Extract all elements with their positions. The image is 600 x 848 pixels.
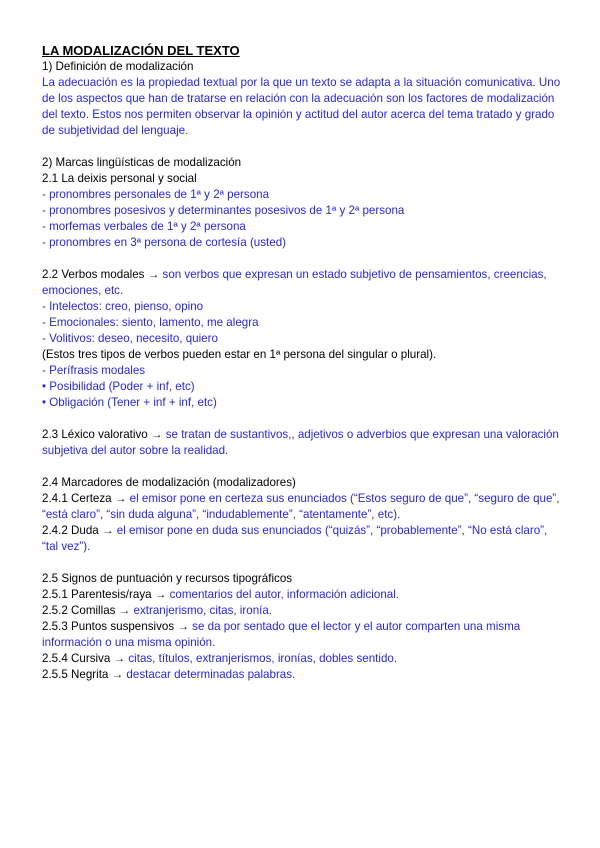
spacer	[42, 459, 562, 475]
perifrasis-item: • Obligación (Tener + inf + inf, etc)	[42, 396, 217, 409]
spacer	[42, 251, 562, 267]
lexico-label: 2.3 Léxico valorativo →	[42, 428, 163, 441]
signos-label: 2.5.3 Puntos suspensivos →	[42, 620, 189, 633]
duda-label: 2.4.2 Duda →	[42, 524, 114, 537]
signos-text: se da por sentado que el lector y el autor comparten una misma información o una misma opinión.	[42, 620, 521, 649]
lexico-paragraph	[42, 427, 562, 459]
deixis-item: - pronombres posesivos y determinantes posesivos de 1ª y 2ª persona	[42, 204, 405, 217]
section-1-heading: 1) Definición de modalización	[42, 60, 194, 73]
perifrasis-item: • Posibilidad (Poder + inf, etc)	[42, 380, 195, 393]
signos-text: destacar determinadas palabras.	[123, 668, 296, 681]
signos-item	[42, 587, 562, 603]
verbos-item: - Volitivos: deseo, necesito, quiero	[42, 332, 218, 345]
duda-paragraph	[42, 523, 562, 555]
signos-text: comentarios del autor, información adicional.	[166, 588, 400, 601]
deixis-item: - pronombres en 3ª persona de cortesía (usted)	[42, 236, 287, 249]
deixis-heading: 2.1 La deixis personal y social	[42, 172, 197, 185]
certeza-label: 2.4.1 Certeza →	[42, 492, 127, 505]
verbos-modales-label: 2.2 Verbos modales →	[42, 268, 160, 281]
marcadores-heading: 2.4 Marcadores de modalización (modalizadores)	[42, 476, 296, 489]
signos-text: citas, títulos, extranjerismos, ironías, dobles sentido.	[125, 652, 398, 665]
verbos-modales-text: son verbos que expresan un estado subjetivo de pensamientos, creencias, emociones, etc.	[42, 268, 547, 297]
verbos-item: - Emocionales: siento, lamento, me alegra	[42, 316, 259, 329]
certeza-text: el emisor pone en certeza sus enunciados (“Estos seguro de que”, “seguro de que”, “está claro”, “sin duda alguna”, “indudablemente”, “atentamente”, etc).	[42, 492, 560, 521]
duda-text: el emisor pone en duda sus enunciados (“quizás”, “probablemente”, “No está claro”, “tal vez”).	[42, 524, 548, 553]
verbos-item: - Intelectos: creo, pienso, opino	[42, 300, 204, 313]
spacer	[42, 139, 562, 155]
signos-label: 2.5.1 Parentesis/raya →	[42, 588, 167, 601]
signos-label: 2.5.4 Cursiva →	[42, 652, 126, 665]
deixis-item: - pronombres personales de 1ª y 2ª persona	[42, 188, 270, 201]
signos-label: 2.5.5 Negrita →	[42, 668, 124, 681]
signos-item	[42, 651, 562, 667]
verbos-modales-paragraph	[42, 267, 562, 299]
signos-item	[42, 603, 562, 619]
certeza-paragraph	[42, 491, 562, 523]
definition-paragraph: La adecuación es la propiedad textual por la que un texto se adapta a la situación comunicativa. Uno de los aspectos que han de tratarse en relación con la adecuación son los factores de modalización del texto. Estos nos permiten observar la opinión y actitud del autor acerca del tema tratado y grado de subjetividad del lenguaje.	[42, 76, 561, 137]
spacer	[42, 411, 562, 427]
signos-label: 2.5.2 Comillas →	[42, 604, 131, 617]
perifrasis-item: - Perífrasis modales	[42, 364, 146, 377]
signos-heading: 2.5 Signos de puntuación y recursos tipográficos	[42, 572, 293, 585]
spacer	[42, 555, 562, 571]
document-title: LA MODALIZACIÓN DEL TEXTO	[42, 43, 240, 58]
verbos-note: (Estos tres tipos de verbos pueden estar en 1ª persona del singular o plural).	[42, 348, 437, 361]
section-2-heading: 2) Marcas lingüísticas de modalización	[42, 156, 242, 169]
signos-text: extranjerismo, citas, ironía.	[130, 604, 273, 617]
deixis-item: - morfemas verbales de 1ª y 2ª persona	[42, 220, 246, 233]
signos-item	[42, 619, 562, 651]
document-page	[42, 43, 562, 683]
lexico-text: se tratan de sustantivos,, adjetivos o adverbios que expresan una valoración subjetiva del autor sobre la realidad.	[42, 428, 559, 457]
signos-item	[42, 667, 562, 683]
